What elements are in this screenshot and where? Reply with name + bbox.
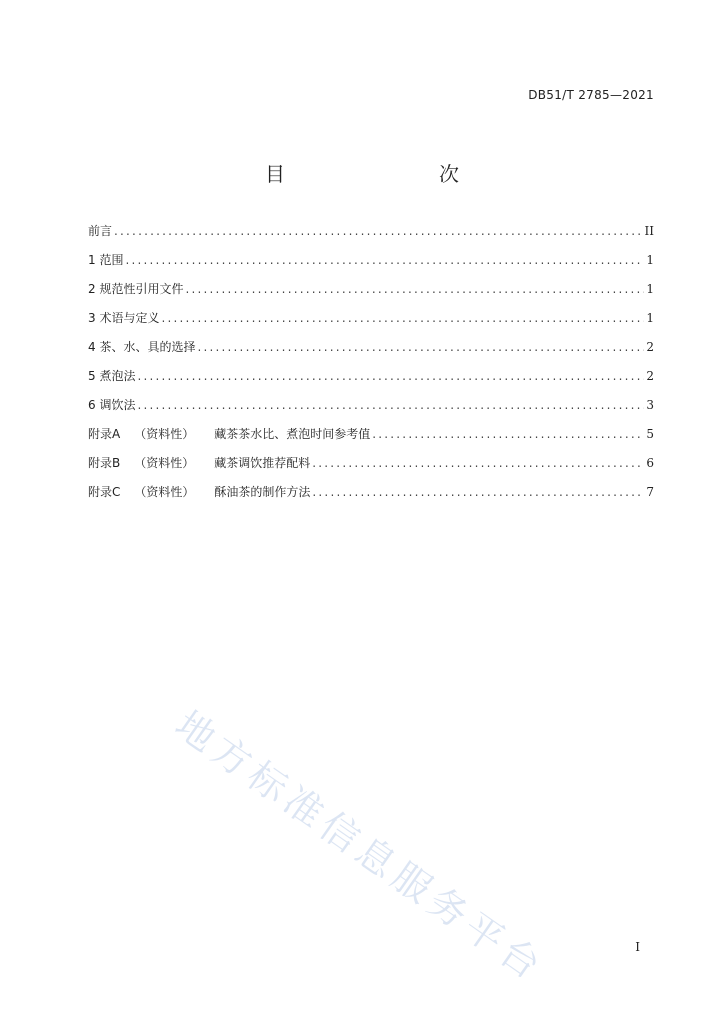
toc-entry-page: 3 xyxy=(646,398,654,412)
toc-leader-dots xyxy=(312,456,644,470)
annex-type: （资料性） xyxy=(134,456,195,470)
toc-entry-terms-definitions[interactable] xyxy=(88,309,654,338)
toc-entry-page: 1 xyxy=(646,253,654,267)
toc-entry-annex-a[interactable] xyxy=(88,425,654,454)
toc-entry-label: 1 范围 xyxy=(88,253,124,267)
toc-entry-label xyxy=(88,425,370,442)
page-title: 目 次 xyxy=(265,162,497,186)
toc-leader-dots xyxy=(114,224,643,238)
annex-type: （资料性） xyxy=(134,427,195,441)
toc-entry-blending-method[interactable] xyxy=(88,396,654,425)
toc-entry-page: 2 xyxy=(646,369,654,383)
watermark: 地方标准信息服务平台 xyxy=(167,702,554,991)
toc-entry-page: 5 xyxy=(646,427,654,441)
table-of-contents xyxy=(88,222,654,512)
toc-entry-annex-c[interactable] xyxy=(88,483,654,512)
annex-title: 藏茶调饮推荐配料 xyxy=(214,456,311,470)
toc-entry-page: 2 xyxy=(646,340,654,354)
toc-entry-label: 4 茶、水、具的选择 xyxy=(88,340,196,354)
toc-entry-annex-b[interactable] xyxy=(88,454,654,483)
toc-entry-page: 7 xyxy=(646,485,654,499)
toc-entry-page: 1 xyxy=(646,311,654,325)
annex-id: 附录C xyxy=(88,485,121,499)
annex-title: 酥油茶的制作方法 xyxy=(214,485,311,499)
annex-title: 藏茶茶水比、煮泡时间参考值 xyxy=(214,427,371,441)
annex-id: 附录A xyxy=(88,427,121,441)
toc-entry-label: 2 规范性引用文件 xyxy=(88,282,184,296)
toc-leader-dots xyxy=(372,427,644,441)
toc-entry-normative-references[interactable] xyxy=(88,280,654,309)
toc-entry-label: 3 术语与定义 xyxy=(88,311,160,325)
toc-entry-page: 6 xyxy=(646,456,654,470)
toc-entry-label xyxy=(88,454,310,471)
toc-entry-label: 5 煮泡法 xyxy=(88,369,136,383)
toc-leader-dots xyxy=(161,311,644,325)
toc-entry-page: 1 xyxy=(646,282,654,296)
toc-leader-dots xyxy=(197,340,644,354)
annex-type: （资料性） xyxy=(134,485,195,499)
toc-leader-dots xyxy=(312,485,644,499)
toc-entry-label: 前言 xyxy=(88,224,113,238)
toc-entry-foreword[interactable] xyxy=(88,222,654,251)
toc-entry-selection[interactable] xyxy=(88,338,654,367)
page-number: I xyxy=(635,940,640,954)
toc-leader-dots xyxy=(185,282,644,296)
document-code: DB51/T 2785—2021 xyxy=(528,88,654,102)
toc-entry-brewing-method[interactable] xyxy=(88,367,654,396)
toc-entry-page: II xyxy=(644,224,654,238)
toc-leader-dots xyxy=(125,253,644,267)
toc-entry-scope[interactable] xyxy=(88,251,654,280)
toc-entry-label: 6 调饮法 xyxy=(88,398,136,412)
toc-leader-dots xyxy=(137,398,644,412)
toc-leader-dots xyxy=(137,369,644,383)
annex-id: 附录B xyxy=(88,456,121,470)
toc-entry-label xyxy=(88,483,310,500)
